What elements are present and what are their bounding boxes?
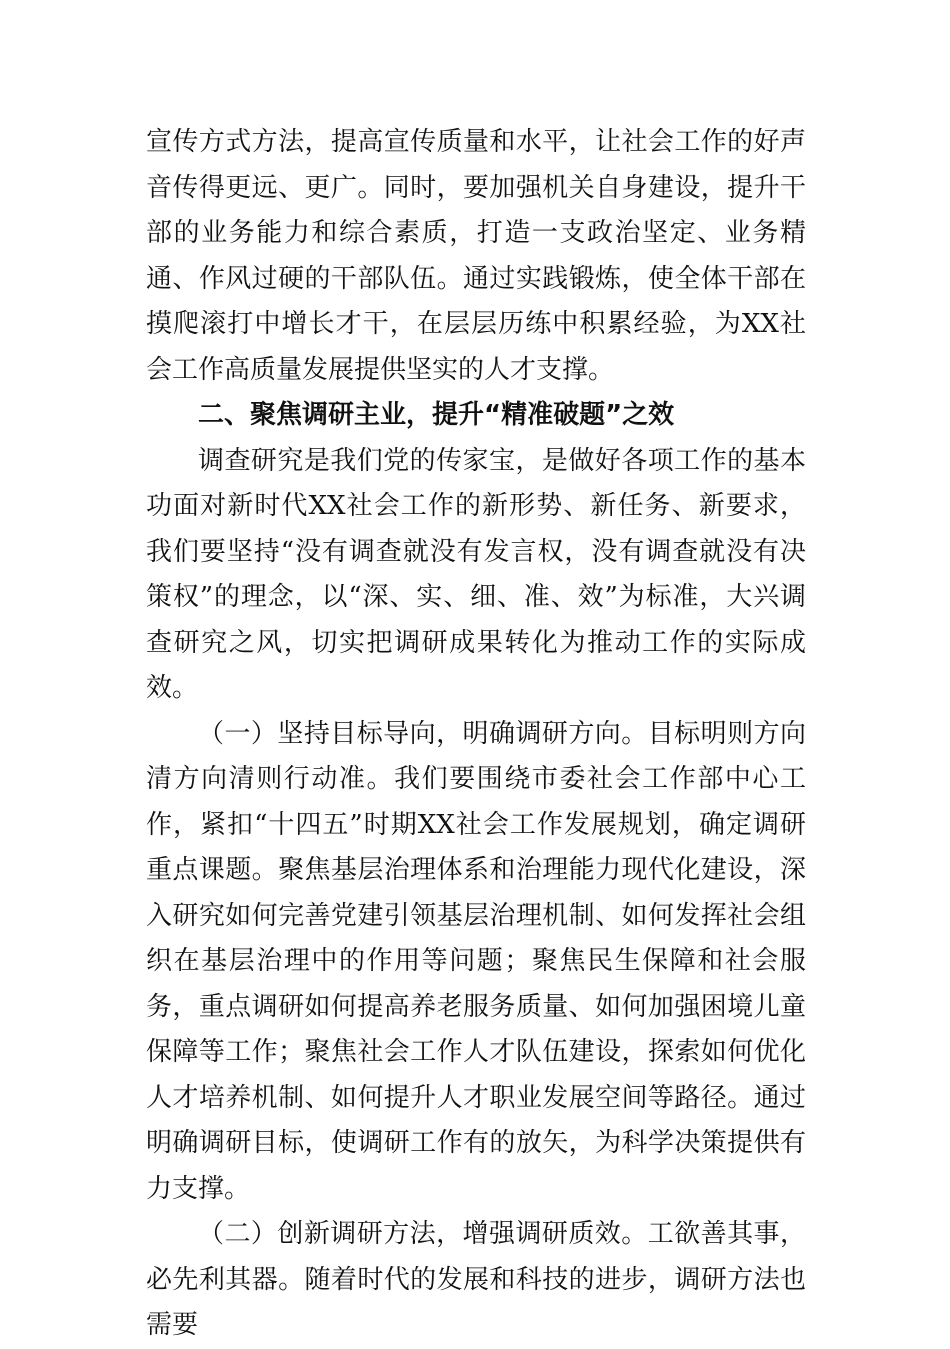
document-body: [146, 120, 806, 1349]
section-intro-paragraph: 调查研究是我们党的传家宝，是做好各项工作的基本功面对新时代XX社会工作的新形势、新任务、新要求，我们要坚持“没有调查就没有发言权，没有调查就没有决策权”的理念，以“深、实、细、准、效”为标准，大兴调查研究之风，切实把调研成果转化为推动工作的实际成效。: [146, 445, 806, 703]
paragraph-continued: 宣传方式方法，提高宣传质量和水平，让社会工作的好声音传得更远、更广。同时，要加强机关自身建设，提升干部的业务能力和综合素质，打造一支政治坚定、业务精通、作风过硬的干部队伍。通过实践锻炼，使全体干部在摸爬滚打中增长才干，在层层历练中积累经验，为XX社会工作高质量发展提供坚实的人才支撑。: [146, 127, 806, 385]
subsection-1-paragraph: [146, 712, 806, 1213]
section-heading: 二、聚焦调研主业，提升“精准破题”之效: [198, 400, 675, 430]
subsection-2-paragraph: [146, 1212, 806, 1349]
subsection-1-body: 目标明则方向清方向清则行动准。我们要围绕市委社会工作部中心工作，紧扣“十四五”时期XX社会工作发展规划，确定调研重点课题。聚焦基层治理体系和治理能力现代化建设，深入研究如何完善党建引领基层治理机制、如何发挥社会组织在基层治理中的作用等问题；聚焦民生保障和社会服务，重点调研如何提高养老服务质量、如何加强困境儿童保障等工作；聚焦社会工作人才队伍建设，探索如何优化人才培养机制、如何提升人才职业发展空间等路径。通过明确调研目标，使调研工作有的放矢，为科学决策提供有力支撑。: [146, 718, 806, 1204]
subsection-1-heading: （一）坚持目标导向，明确调研方向。: [198, 718, 648, 749]
subsection-2-heading: （二）创新调研方法，增强调研质效。: [198, 1219, 648, 1249]
subsection-2-body: 工欲善其事，必先利其器。随着时代的发展和科技的进步，调研方法也需要: [146, 1219, 806, 1340]
